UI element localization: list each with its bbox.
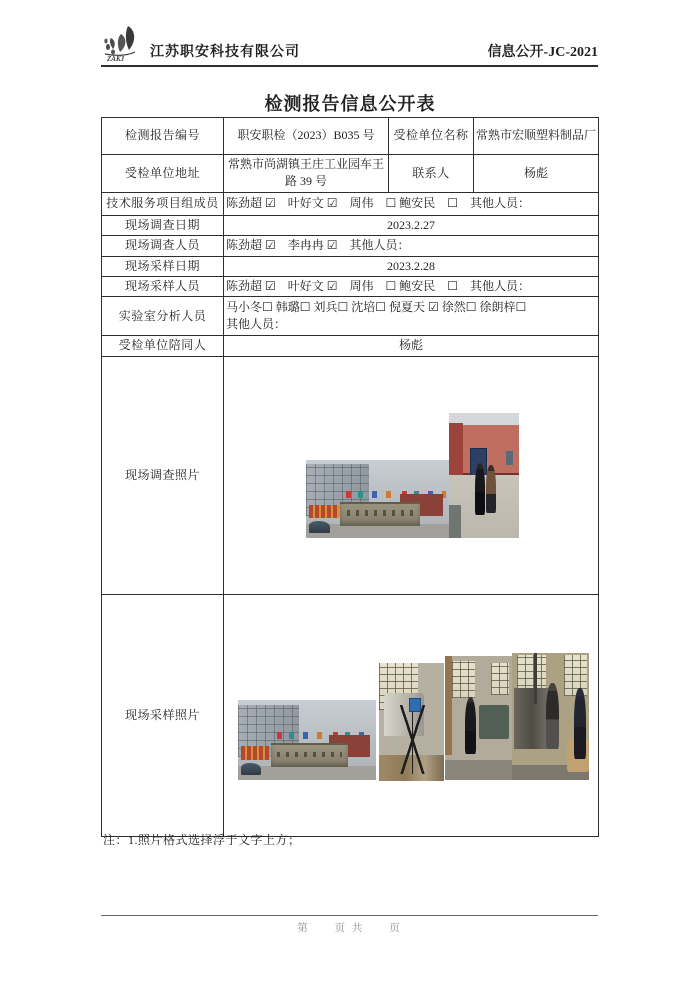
photo-factory-gate	[306, 460, 449, 538]
team-members: 陈劲超 ☑ 叶好文 ☑ 周伟 ☐ 鲍安民 ☐ 其他人员：	[224, 192, 599, 215]
workshop-window	[564, 655, 587, 696]
sampling-device	[409, 698, 421, 712]
header-brand	[101, 24, 300, 62]
page-footer: 第 页 共 页	[101, 915, 598, 935]
sampling-photos-canvas	[224, 595, 598, 836]
page-header	[101, 24, 598, 67]
worker	[574, 688, 586, 759]
sampling-date-label: 现场采样日期	[102, 256, 224, 276]
escort-label: 受检单位陪同人	[102, 336, 224, 356]
table-row	[102, 118, 599, 155]
floor	[445, 760, 512, 780]
survey-photos-cell	[224, 356, 599, 594]
table-row	[102, 155, 599, 193]
survey-staff-label: 现场调查人员	[102, 236, 224, 256]
sampling-staff-label: 现场采样人员	[102, 276, 224, 296]
table-row	[102, 594, 599, 836]
company-name: 江苏职安科技有限公司	[150, 45, 300, 60]
table-row	[102, 256, 599, 276]
lab-staff-members	[224, 297, 599, 336]
workshop-window	[491, 663, 510, 695]
unit-name-label: 受检单位名称	[389, 118, 474, 155]
table-row	[102, 276, 599, 296]
logo-text: ZAKJ	[107, 55, 125, 62]
pipe	[534, 653, 538, 704]
table-row	[102, 215, 599, 235]
car	[309, 521, 330, 533]
photo-factory-gate	[238, 700, 376, 780]
report-no-label: 检测报告编号	[102, 118, 224, 155]
banner	[241, 746, 270, 760]
photo-plant-entrance	[449, 413, 519, 538]
sampling-photos-label: 现场采样照片	[102, 594, 224, 836]
banner	[309, 505, 339, 518]
lab-staff-label: 实验室分析人员	[102, 297, 224, 336]
contact-value: 杨彪	[474, 155, 599, 193]
table-row	[102, 236, 599, 256]
survey-photos-canvas	[224, 357, 598, 594]
dark-red-wall	[449, 423, 463, 478]
sampling-photos-cell	[224, 594, 599, 836]
gate-sign	[271, 743, 348, 767]
brown-wall	[445, 656, 452, 755]
team-label: 技术服务项目组成员	[102, 192, 224, 215]
unit-addr-label: 受检单位地址	[102, 155, 224, 193]
lab-staff-line2: 其他人员：	[226, 317, 287, 332]
inspector-brown	[486, 465, 496, 513]
report-info-table	[101, 117, 599, 837]
escort-value: 杨彪	[224, 336, 599, 356]
car	[241, 763, 262, 775]
footnote: 注：1.照片格式选择浮于文字上方；	[103, 833, 301, 847]
concrete-block	[449, 505, 461, 538]
sampling-staff-members: 陈劲超 ☑ 叶好文 ☑ 周伟 ☐ 鲍安民 ☐ 其他人员：	[224, 276, 599, 296]
photo-workshop-machine	[445, 656, 512, 780]
report-no-value: 职安职检（2023）B035 号	[224, 118, 389, 155]
survey-date-value: 2023.2.27	[224, 215, 599, 235]
worker	[546, 683, 559, 749]
machinery	[514, 688, 551, 749]
survey-staff-members: 陈劲超 ☑ 李冉冉 ☑ 其他人员：	[224, 236, 599, 256]
sampling-date-value: 2023.2.28	[224, 256, 599, 276]
window	[506, 451, 513, 465]
unit-addr-value: 常熟市尚湖镇王庄工业园车王路 39 号	[224, 155, 389, 193]
unit-name-value: 常熟市宏顺塑料制品厂	[474, 118, 599, 155]
table-row	[102, 297, 599, 336]
lab-staff-line1: 马小冬☐ 韩璐☐ 刘兵☐ 沈培☐ 倪夏天 ☑ 徐然☐ 徐朗梓☐	[226, 299, 527, 314]
table-row	[102, 356, 599, 594]
table-row	[102, 192, 599, 215]
table-row	[102, 336, 599, 356]
worker	[465, 697, 476, 754]
company-logo-icon	[101, 24, 147, 62]
sampling-tripod	[397, 705, 428, 773]
photo-sampling-tripod	[379, 663, 444, 781]
survey-date-label: 现场调查日期	[102, 215, 224, 235]
green-machine	[479, 705, 510, 738]
photo-workshop-workers	[512, 653, 589, 780]
page-title: 检测报告信息公开表	[264, 94, 436, 114]
contact-label: 联系人	[389, 155, 474, 193]
gate-sign	[340, 502, 420, 526]
workshop-window	[452, 661, 475, 698]
document-code: 信息公开-JC-2021	[487, 45, 598, 60]
inspector-black	[475, 463, 486, 516]
survey-photos-label: 现场调查照片	[102, 356, 224, 594]
